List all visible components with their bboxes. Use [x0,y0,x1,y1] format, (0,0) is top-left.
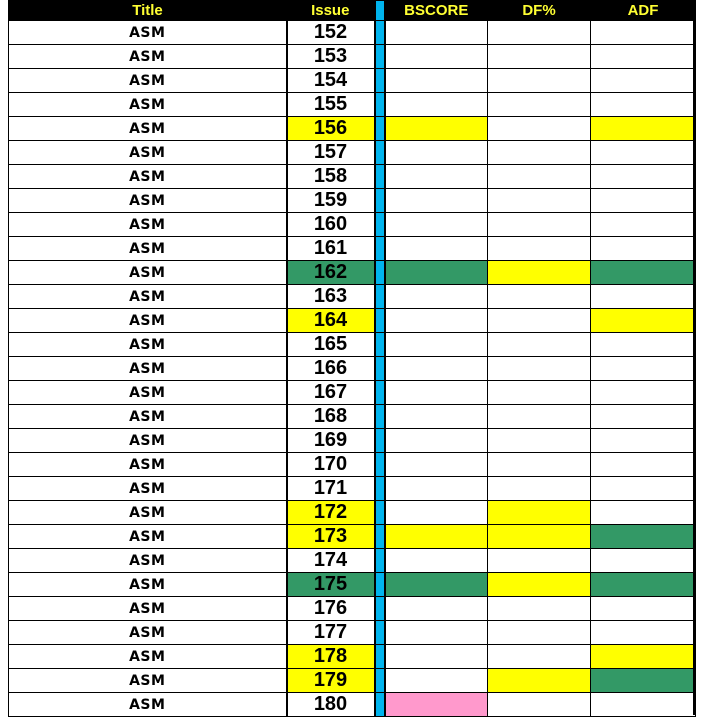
bscore-cell[interactable] [385,453,488,477]
title-cell[interactable]: ASM [9,189,287,213]
right-border [693,0,695,715]
title-cell[interactable]: ASM [9,333,287,357]
header-row [9,1,696,21]
issue-cell[interactable]: 157 [287,141,375,165]
issue-cell[interactable]: 175 [287,573,375,597]
separator-cell [375,525,385,549]
bscore-cell[interactable] [385,165,488,189]
separator-cell [375,357,385,381]
table-row [9,501,696,525]
df-cell[interactable] [488,261,591,285]
table-row [9,549,696,573]
column-header-title[interactable]: Title [9,1,287,21]
issue-cell[interactable]: 159 [287,189,375,213]
table-row [9,525,696,549]
issue-cell[interactable]: 170 [287,453,375,477]
issue-cell[interactable]: 166 [287,357,375,381]
table-row [9,333,696,357]
separator-cell [375,261,385,285]
column-header-df[interactable]: DF% [488,1,591,21]
separator-cell [375,213,385,237]
bscore-cell[interactable] [385,357,488,381]
issue-cell[interactable]: 174 [287,549,375,573]
adf-cell[interactable] [591,453,696,477]
bscore-cell[interactable] [385,213,488,237]
table-row [9,45,696,69]
title-cell[interactable]: ASM [9,165,287,189]
title-cell[interactable]: ASM [9,621,287,645]
df-cell[interactable] [488,309,591,333]
adf-cell[interactable] [591,597,696,621]
table-row [9,189,696,213]
adf-cell[interactable] [591,693,696,717]
adf-cell[interactable] [591,261,696,285]
title-cell[interactable]: ASM [9,453,287,477]
df-cell[interactable] [488,429,591,453]
title-cell[interactable]: ASM [9,357,287,381]
table-row [9,237,696,261]
issue-cell[interactable]: 164 [287,309,375,333]
separator-cell [375,429,385,453]
bscore-cell[interactable] [385,501,488,525]
adf-cell[interactable] [591,573,696,597]
bscore-cell[interactable] [385,669,488,693]
table-body [9,21,696,717]
separator-cell [375,21,385,45]
df-cell[interactable] [488,477,591,501]
bscore-cell[interactable] [385,381,488,405]
adf-cell[interactable] [591,525,696,549]
table-row [9,693,696,717]
title-cell[interactable]: ASM [9,45,287,69]
separator-cell [375,597,385,621]
issue-cell[interactable]: 163 [287,285,375,309]
separator-cell [375,693,385,717]
issue-cell[interactable]: 178 [287,645,375,669]
separator-cell [375,405,385,429]
df-cell[interactable] [488,93,591,117]
separator-cell [375,381,385,405]
table-row [9,645,696,669]
issue-cell[interactable]: 160 [287,213,375,237]
table-row [9,621,696,645]
bscore-cell[interactable] [385,333,488,357]
title-cell[interactable]: ASM [9,21,287,45]
table-row [9,213,696,237]
bscore-cell[interactable] [385,21,488,45]
bscore-cell[interactable] [385,261,488,285]
adf-cell[interactable] [591,429,696,453]
bscore-cell[interactable] [385,285,488,309]
table-row [9,117,696,141]
df-cell[interactable] [488,237,591,261]
separator-cell [375,333,385,357]
bscore-cell[interactable] [385,549,488,573]
table-row [9,669,696,693]
df-cell[interactable] [488,189,591,213]
separator-cell [375,309,385,333]
title-cell[interactable]: ASM [9,645,287,669]
adf-cell[interactable] [591,381,696,405]
bscore-cell[interactable] [385,189,488,213]
column-header-adf[interactable]: ADF [591,1,696,21]
table-row [9,285,696,309]
separator-cell [375,453,385,477]
df-cell[interactable] [488,357,591,381]
table-row [9,405,696,429]
issue-cell[interactable]: 165 [287,333,375,357]
issue-cell[interactable]: 172 [287,501,375,525]
df-cell[interactable] [488,141,591,165]
df-cell[interactable] [488,117,591,141]
title-cell[interactable]: ASM [9,501,287,525]
table-row [9,69,696,93]
title-cell[interactable]: ASM [9,309,287,333]
df-cell[interactable] [488,645,591,669]
adf-cell[interactable] [591,69,696,93]
title-cell[interactable]: ASM [9,549,287,573]
adf-cell[interactable] [591,189,696,213]
table-row [9,429,696,453]
column-header-bscore[interactable]: BSCORE [385,1,488,21]
issue-cell[interactable]: 155 [287,93,375,117]
df-cell[interactable] [488,621,591,645]
issue-cell[interactable]: 171 [287,477,375,501]
title-cell[interactable]: ASM [9,69,287,93]
adf-cell[interactable] [591,501,696,525]
title-cell[interactable]: ASM [9,405,287,429]
separator-cell [375,477,385,501]
adf-cell[interactable] [591,309,696,333]
df-cell[interactable] [488,165,591,189]
adf-cell[interactable] [591,621,696,645]
bscore-cell[interactable] [385,117,488,141]
adf-cell[interactable] [591,165,696,189]
column-header-issue[interactable]: Issue [287,1,375,21]
table-row [9,21,696,45]
df-cell[interactable] [488,501,591,525]
separator-cell [375,573,385,597]
df-cell[interactable] [488,381,591,405]
title-cell[interactable]: ASM [9,117,287,141]
title-cell[interactable]: ASM [9,141,287,165]
separator-cell [375,645,385,669]
table-row [9,141,696,165]
adf-cell[interactable] [591,213,696,237]
separator-cell [375,69,385,93]
issue-cell[interactable]: 173 [287,525,375,549]
issue-cell[interactable]: 161 [287,237,375,261]
adf-cell[interactable] [591,645,696,669]
separator-cell [375,549,385,573]
df-cell[interactable] [488,69,591,93]
title-cell[interactable]: ASM [9,93,287,117]
adf-cell[interactable] [591,357,696,381]
table-row [9,597,696,621]
issue-cell[interactable]: 180 [287,693,375,717]
adf-cell[interactable] [591,669,696,693]
title-cell[interactable]: ASM [9,573,287,597]
adf-cell[interactable] [591,237,696,261]
df-cell[interactable] [488,549,591,573]
issue-cell[interactable]: 158 [287,165,375,189]
df-cell[interactable] [488,333,591,357]
separator-cell [375,669,385,693]
df-cell[interactable] [488,525,591,549]
separator-cell [375,501,385,525]
title-cell[interactable]: ASM [9,285,287,309]
title-cell[interactable]: ASM [9,525,287,549]
separator-cell [375,141,385,165]
title-cell[interactable]: ASM [9,429,287,453]
issue-cell[interactable]: 152 [287,21,375,45]
table-row [9,381,696,405]
separator-cell [375,189,385,213]
separator-cell [375,45,385,69]
df-cell[interactable] [488,453,591,477]
adf-cell[interactable] [591,285,696,309]
bscore-cell[interactable] [385,309,488,333]
issue-cell[interactable]: 162 [287,261,375,285]
df-cell[interactable] [488,21,591,45]
bscore-cell[interactable] [385,693,488,717]
df-cell[interactable] [488,213,591,237]
issue-cell[interactable]: 176 [287,597,375,621]
bscore-cell[interactable] [385,597,488,621]
title-cell[interactable]: ASM [9,669,287,693]
separator-column [375,1,385,21]
title-cell[interactable]: ASM [9,597,287,621]
adf-cell[interactable] [591,93,696,117]
df-cell[interactable] [488,573,591,597]
bscore-cell[interactable] [385,45,488,69]
adf-cell[interactable] [591,549,696,573]
bscore-cell[interactable] [385,645,488,669]
separator-cell [375,285,385,309]
table-row [9,573,696,597]
issue-cell[interactable]: 154 [287,69,375,93]
title-cell[interactable]: ASM [9,477,287,501]
table-row [9,261,696,285]
table-row [9,357,696,381]
issue-cell[interactable]: 153 [287,45,375,69]
adf-cell[interactable] [591,141,696,165]
bscore-cell[interactable] [385,525,488,549]
adf-cell[interactable] [591,333,696,357]
bscore-cell[interactable] [385,141,488,165]
bscore-cell[interactable] [385,93,488,117]
df-cell[interactable] [488,693,591,717]
adf-cell[interactable] [591,405,696,429]
separator-cell [375,93,385,117]
issue-cell[interactable]: 156 [287,117,375,141]
adf-cell[interactable] [591,45,696,69]
title-cell[interactable]: ASM [9,261,287,285]
bscore-cell[interactable] [385,237,488,261]
df-cell[interactable] [488,597,591,621]
bscore-cell[interactable] [385,405,488,429]
table-row [9,309,696,333]
separator-cell [375,117,385,141]
title-cell[interactable]: ASM [9,237,287,261]
title-cell[interactable]: ASM [9,381,287,405]
df-cell[interactable] [488,405,591,429]
separator-cell [375,621,385,645]
bscore-cell[interactable] [385,573,488,597]
issue-cell[interactable]: 167 [287,381,375,405]
adf-cell[interactable] [591,117,696,141]
df-cell[interactable] [488,285,591,309]
issue-cell[interactable]: 168 [287,405,375,429]
issue-cell[interactable]: 177 [287,621,375,645]
separator-cell [375,237,385,261]
table-row [9,93,696,117]
table-row [9,477,696,501]
issue-cell[interactable]: 179 [287,669,375,693]
issue-cell[interactable]: 169 [287,429,375,453]
issue-tracking-spreadsheet [8,0,696,717]
title-cell[interactable]: ASM [9,693,287,717]
bscore-cell[interactable] [385,477,488,501]
bscore-cell[interactable] [385,69,488,93]
title-cell[interactable]: ASM [9,213,287,237]
separator-cell [375,165,385,189]
df-cell[interactable] [488,45,591,69]
df-cell[interactable] [488,669,591,693]
table-row [9,453,696,477]
adf-cell[interactable] [591,477,696,501]
table-row [9,165,696,189]
bscore-cell[interactable] [385,621,488,645]
adf-cell[interactable] [591,21,696,45]
bscore-cell[interactable] [385,429,488,453]
